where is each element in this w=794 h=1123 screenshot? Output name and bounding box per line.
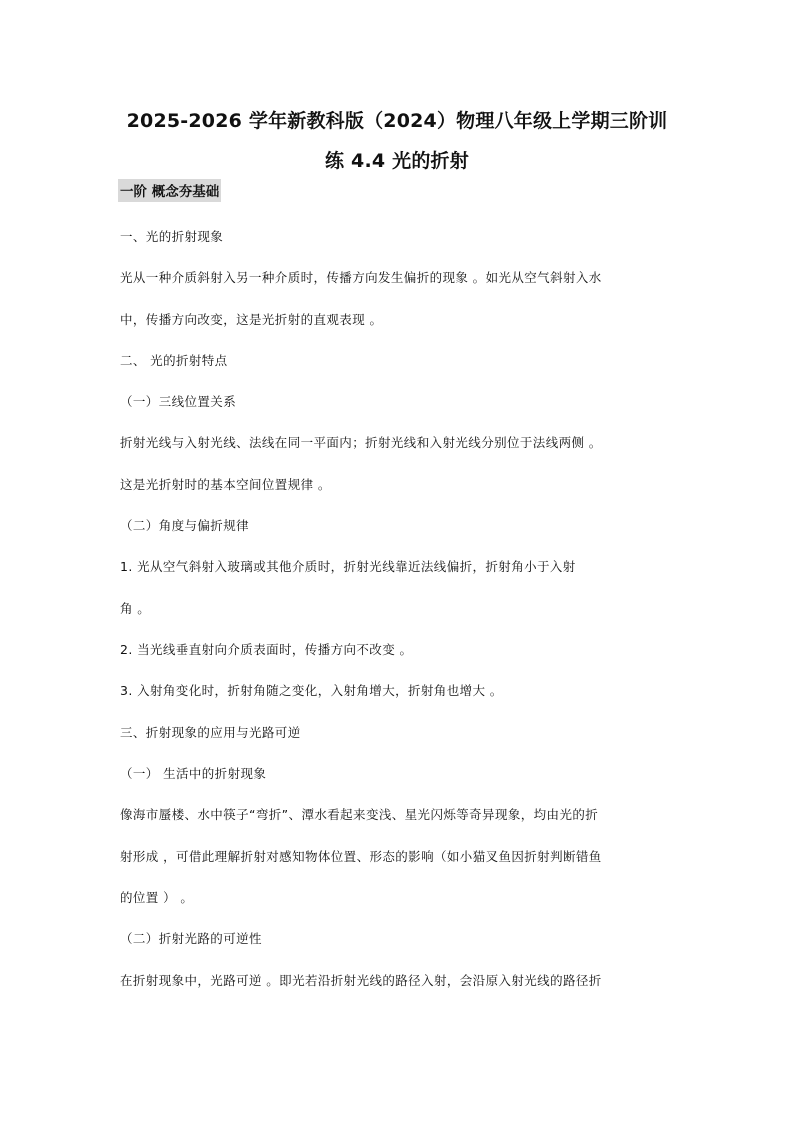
list-item-1: 1. 光从空气斜射入玻璃或其他介质时，折射光线靠近法线偏折，折射角小于入射 xyxy=(120,559,576,574)
subheading-reversibility: （二）折射光路的可逆性 xyxy=(120,931,262,946)
paragraph-line: 在折射现象中，光路可逆 。即光若沿折射光线的路径入射，会沿原入射光线的路径折 xyxy=(120,973,602,988)
paragraph-line: 折射光线与入射光线、法线在同一平面内；折射光线和入射光线分别位于法线两侧 。 xyxy=(120,435,602,450)
paragraph-line: 中，传播方向改变，这是光折射的直观表现 。 xyxy=(120,312,383,327)
paragraph-line: 像海市蜃楼、水中筷子“弯折”、潭水看起来变浅、星光闪烁等奇异现象，均由光的折 xyxy=(120,807,599,822)
heading-applications: 三、折射现象的应用与光路可逆 xyxy=(120,725,301,740)
list-item-2: 2. 当光线垂直射向介质表面时，传播方向不改变 。 xyxy=(120,642,413,657)
paragraph-line: 光从一种介质斜射入另一种介质时，传播方向发生偏折的现象 。如光从空气斜射入水 xyxy=(120,270,602,285)
section-heading: 一阶 概念夯基础 xyxy=(118,179,221,202)
list-item-3: 3. 入射角变化时，折射角随之变化，入射角增大，折射角也增大 。 xyxy=(120,683,503,698)
heading-refraction-phenomenon: 一、光的折射现象 xyxy=(120,229,224,244)
subheading-daily-life: （一） 生活中的折射现象 xyxy=(120,766,267,781)
subheading-three-lines: （一）三线位置关系 xyxy=(120,394,237,409)
list-item-1-continued: 角 。 xyxy=(120,601,151,616)
paragraph-line: 射形成 ，可借此理解折射对感知物体位置、形态的影响（如小猫叉鱼因折射判断错鱼 xyxy=(120,849,602,864)
document-title-line-1: 2025-2026 学年新教科版（2024）物理八年级上学期三阶训 xyxy=(126,110,668,132)
document-title-line-2: 练 4.4 光的折射 xyxy=(325,150,469,172)
heading-refraction-features: 二、 光的折射特点 xyxy=(120,353,228,368)
paragraph-line: 这是光折射时的基本空间位置规律 。 xyxy=(120,477,331,492)
paragraph-line: 的位置 ） 。 xyxy=(120,890,194,905)
subheading-angle-rules: （二）角度与偏折规律 xyxy=(120,518,250,533)
